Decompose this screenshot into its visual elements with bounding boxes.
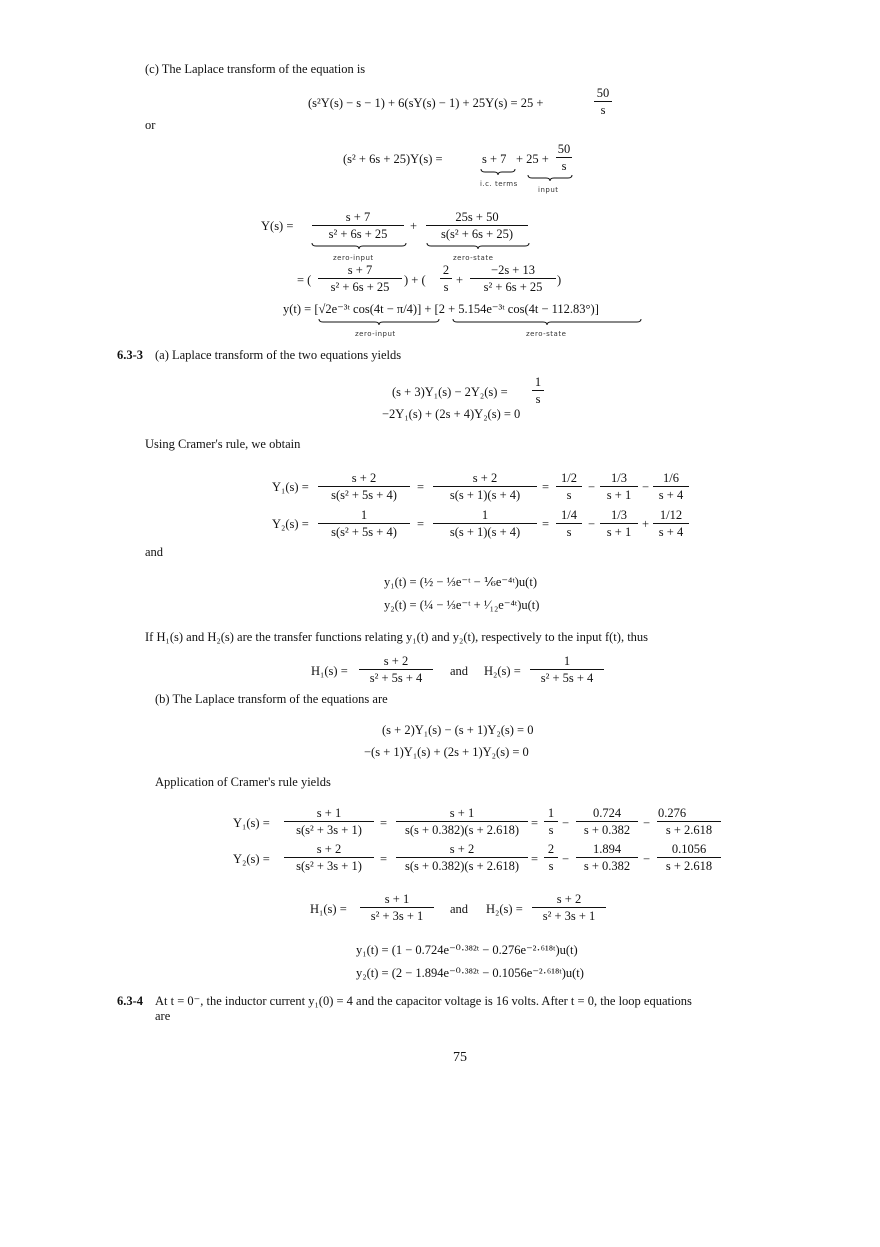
p633-eq2: −2Y₁(s) + (2s + 4)Y₂(s) = 0	[382, 407, 521, 421]
equals: =	[380, 852, 388, 866]
eq2-numerator: 50	[557, 142, 571, 156]
minus: −	[642, 480, 650, 494]
p633-y2t: y₂(t) = (¼ − ⅓e⁻ᵗ + ¹⁄₁₂e⁻⁴ᵗ)u(t)	[384, 598, 540, 612]
p633-h1-den: s² + 5s + 4	[369, 671, 423, 685]
equals: =	[417, 517, 425, 531]
p633-h1-lhs: H₁(s) =	[311, 664, 348, 678]
p633-by1-n2: s + 1	[449, 806, 475, 820]
p633-bh-and: and	[450, 902, 469, 916]
p633-and: and	[145, 545, 164, 559]
p633-by2-n5: 0.1056	[671, 842, 707, 856]
p633-b-eq1: (s + 2)Y₁(s) − (s + 1)Y₂(s) = 0	[382, 723, 534, 737]
ys-den1: s² + 6s + 25	[328, 227, 388, 241]
problem-number-6-3-4: 6.3-4	[117, 994, 144, 1008]
minus: −	[562, 816, 570, 830]
eq2-ic-terms: s + 7	[482, 152, 507, 166]
p633-bh2-lhs: H₂(s) =	[486, 902, 523, 916]
p633-y1-n3: 1/2	[561, 471, 577, 485]
p633-bh2-num: s + 2	[556, 892, 582, 906]
underbrace-zero-state-2	[452, 318, 642, 326]
label-zero-state-2: zero-state	[526, 330, 567, 338]
p633-by1t: y₁(t) = (1 − 0.724e⁻⁰·³⁸²ᵗ − 0.276e⁻²·⁶¹⁸ᵗ)u(t)	[356, 943, 578, 957]
p633-by2t: y₂(t) = (2 − 1.894e⁻⁰·³⁸²ᵗ − 0.1056e⁻²·⁶¹⁸ᵗ)u(t)	[356, 966, 584, 980]
ys2-num2: 2	[442, 263, 450, 277]
p633-by1-lhs: Y₁(s) =	[233, 816, 270, 830]
p633-h2-den: s² + 5s + 4	[540, 671, 594, 685]
underbrace-zero-state	[426, 242, 530, 250]
minus: −	[588, 480, 596, 494]
p633-by2-d5: s + 2.618	[665, 859, 713, 873]
page-number: 75	[453, 1050, 467, 1065]
plus: +	[642, 517, 650, 531]
p633-by2-n1: s + 2	[316, 842, 342, 856]
p633-by1-d5: s + 2.618	[665, 823, 713, 837]
p633-y2-d5: s + 4	[658, 525, 684, 539]
eq2-lhs: (s² + 6s + 25)Y(s) =	[343, 152, 443, 166]
p633-by1-n5: 0.276	[657, 806, 687, 820]
p633-y1-d5: s + 4	[658, 488, 684, 502]
ys2-den3: s² + 6s + 25	[483, 280, 543, 294]
p633-y1-lhs: Y₁(s) =	[272, 480, 309, 494]
p633-by2-n2: s + 2	[449, 842, 475, 856]
eq1: (s²Y(s) − s − 1) + 6(sY(s) − 1) + 25Y(s) = 25 +	[308, 96, 544, 110]
eq1-numerator: 50	[596, 86, 610, 100]
label-zero-input-2: zero-input	[355, 330, 396, 338]
p633-intro: (a) Laplace transform of the two equations yields	[155, 348, 402, 362]
p633-h2-num: 1	[563, 654, 571, 668]
p633-y2-lhs: Y₂(s) =	[272, 517, 309, 531]
part-c-intro: (c) The Laplace transform of the equation is	[145, 62, 366, 76]
p633-b-eq2: −(s + 1)Y₁(s) + (2s + 1)Y₂(s) = 0	[364, 745, 529, 759]
ys2-plus: +	[456, 273, 464, 287]
p633-b-cramer: Application of Cramer's rule yields	[155, 775, 331, 789]
equals: =	[531, 816, 539, 830]
p633-transfer-text: If H₁(s) and H₂(s) are the transfer functions relating y₁(t) and y₂(t), respectively to the input f(t), thus	[145, 630, 649, 644]
p633-y2-d2: s(s + 1)(s + 4)	[449, 525, 521, 539]
eq2-denominator: s	[561, 159, 567, 173]
eq1-denominator: s	[600, 103, 606, 117]
p633-by2-d2: s(s + 0.382)(s + 2.618)	[404, 859, 520, 873]
p633-by2-lhs: Y₂(s) =	[233, 852, 270, 866]
equals: =	[542, 517, 550, 531]
p633-by2-d4: s + 0.382	[583, 859, 631, 873]
ys2-num3: −2s + 13	[491, 263, 535, 277]
p633-by1-d1: s(s² + 3s + 1)	[296, 823, 362, 837]
p633-by1-n1: s + 1	[316, 806, 342, 820]
p633-y1t: y₁(t) = (½ − ⅓e⁻ᵗ − ⅙e⁻⁴ᵗ)u(t)	[384, 575, 537, 589]
p633-by1-d2: s(s + 0.382)(s + 2.618)	[404, 823, 520, 837]
ys-den2: s(s² + 6s + 25)	[440, 227, 513, 241]
p633-y2-n2: 1	[481, 508, 489, 522]
p633-y2-n3: 1/4	[561, 508, 577, 522]
p633-y1-d3: s	[566, 488, 572, 502]
p633-by1-d4: s + 0.382	[583, 823, 631, 837]
p633-bh1-num: s + 1	[384, 892, 410, 906]
p633-y2-n4: 1/3	[611, 508, 627, 522]
p633-by1-n3: 1	[547, 806, 555, 820]
minus: −	[588, 517, 596, 531]
p633-b-intro: (b) The Laplace transform of the equations are	[155, 692, 388, 706]
p633-y1-n5: 1/6	[663, 471, 679, 485]
underbrace-ic	[480, 168, 516, 176]
p633-y1-n1: s + 2	[351, 471, 377, 485]
p633-eq1: (s + 3)Y₁(s) − 2Y₂(s) =	[392, 385, 508, 399]
ys-num2: 25s + 50	[455, 210, 499, 224]
label-zero-input: zero-input	[333, 254, 374, 262]
label-ic-terms: i.c. terms	[480, 180, 518, 188]
p633-by1-n4: 0.724	[592, 806, 622, 820]
p633-cramer: Using Cramer's rule, we obtain	[145, 437, 301, 451]
ys2-mid: ) + (	[404, 273, 426, 287]
p633-eq1-den: s	[535, 392, 541, 406]
p633-bh1-den: s² + 3s + 1	[370, 909, 424, 923]
minus: −	[643, 816, 651, 830]
minus: −	[562, 852, 570, 866]
p633-h2-lhs: H₂(s) =	[484, 664, 521, 678]
p633-by2-d1: s(s² + 3s + 1)	[296, 859, 362, 873]
p633-y2-n1: 1	[360, 508, 368, 522]
underbrace-zero-input-2	[318, 318, 440, 326]
p633-y2-d3: s	[566, 525, 572, 539]
ys2-num1: s + 7	[347, 263, 373, 277]
p633-bh1-lhs: H₁(s) =	[310, 902, 347, 916]
equals: =	[417, 480, 425, 494]
p633-by1-d3: s	[548, 823, 554, 837]
underbrace-zero-input	[311, 242, 407, 250]
p633-y1-n4: 1/3	[611, 471, 627, 485]
p633-y1-n2: s + 2	[472, 471, 498, 485]
ys-lhs: Y(s) =	[261, 219, 294, 233]
ys2-den1: s² + 6s + 25	[330, 280, 390, 294]
ys-plus: +	[410, 219, 418, 233]
label-input: input	[538, 186, 559, 194]
yt-solution: y(t) = [√2e⁻³ᵗ cos(4t − π/4)] + [2 + 5.154e⁻³ᵗ cos(4t − 112.83°)]	[283, 302, 599, 316]
p633-h-and: and	[450, 664, 469, 678]
minus: −	[643, 852, 651, 866]
p633-by2-n3: 2	[547, 842, 555, 856]
label-zero-state: zero-state	[453, 254, 494, 262]
eq2-plus: + 25 +	[516, 152, 549, 166]
or-word: or	[145, 118, 156, 132]
underbrace-input	[527, 174, 573, 182]
p633-y1-d1: s(s² + 5s + 4)	[331, 488, 397, 502]
p633-h1-num: s + 2	[383, 654, 409, 668]
p633-eq1-num: 1	[534, 375, 542, 389]
p633-by2-n4: 1.894	[592, 842, 622, 856]
p633-y1-d4: s + 1	[606, 488, 632, 502]
ys2-den2: s	[443, 280, 449, 294]
problem-number-6-3-3: 6.3-3	[117, 348, 144, 362]
equals: =	[542, 480, 550, 494]
p633-y1-d2: s(s + 1)(s + 4)	[449, 488, 521, 502]
p633-y2-d1: s(s² + 5s + 4)	[331, 525, 397, 539]
equals: =	[380, 816, 388, 830]
p633-y2-d4: s + 1	[606, 525, 632, 539]
equals: =	[531, 852, 539, 866]
p634-text2: are	[155, 1009, 171, 1023]
p633-y2-n5: 1/12	[659, 508, 683, 522]
p634-text: At t = 0⁻, the inductor current y₁(0) = 4 and the capacitor voltage is 16 volts. After t = 0, the loop equations	[155, 994, 692, 1008]
ys2-close: )	[557, 273, 562, 287]
ys2-eq: = (	[297, 273, 312, 287]
ys-num1: s + 7	[345, 210, 371, 224]
p633-bh2-den: s² + 3s + 1	[542, 909, 596, 923]
p633-by2-d3: s	[548, 859, 554, 873]
